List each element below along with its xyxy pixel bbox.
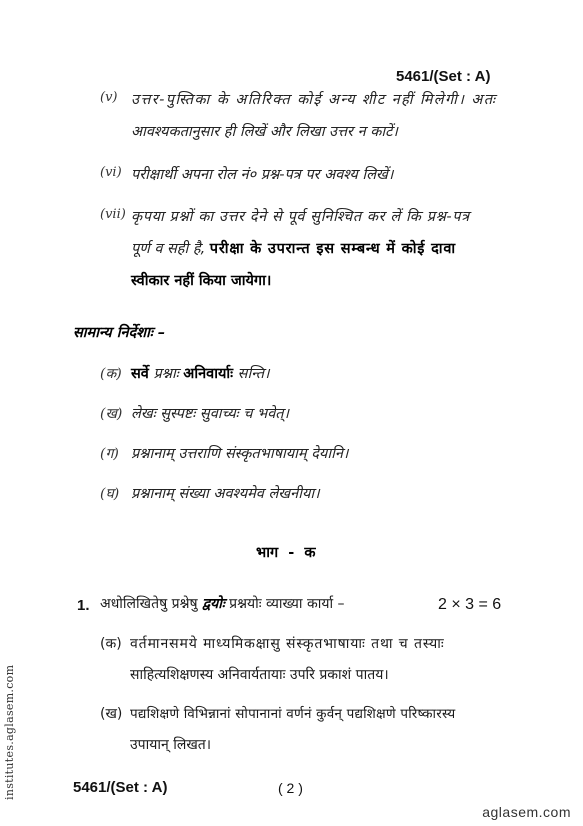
general-item-ka-bold2: अनिवार्याः: [183, 366, 234, 382]
general-item-ka-text: [131, 363, 269, 383]
instruction-number-vii: (vii): [100, 207, 126, 222]
question-1-part-kha-number: (ख): [100, 706, 123, 722]
general-item-ka-number: (क): [100, 366, 122, 382]
instruction-vi-line1: परीक्षार्थी अपना रोल नं० प्रश्न-पत्र पर अवश्य लिखें।: [131, 167, 394, 183]
instruction-vii-line2: [131, 238, 456, 258]
general-item-gha-text: प्रश्नानाम् संख्या अवश्यमेव लेखनीया।: [131, 486, 320, 502]
question-1-part-kha-line2: उपायान् लिखत।: [130, 737, 212, 753]
general-item-kha-text: लेखः सुस्पष्टः सुवाच्यः च भवेत्।: [131, 406, 290, 422]
instruction-vii-line2-bold: परीक्षा के उपरान्त इस सम्बन्ध में कोई दावा: [209, 241, 456, 257]
brand-watermark: aglasem.com: [482, 804, 571, 820]
question-1-part-ka-line2: साहित्यशिक्षणस्य अनिवार्यतायाः उपरि प्रकाशं पातय।: [130, 667, 389, 683]
instruction-vii-line3: स्वीकार नहीं किया जायेगा।: [131, 273, 272, 289]
question-1-number: 1.: [77, 597, 90, 614]
question-1-part-kha-line1: पद्यशिक्षणे विभिन्नानां सोपानानां वर्णनं कुर्वन् पद्यशिक्षणे परिष्कारस्य: [130, 706, 456, 722]
general-item-ga-number: (ग): [100, 446, 119, 462]
paper-code-footer: 5461/(Set : A): [73, 779, 168, 796]
general-item-ka-post: सन्ति।: [233, 366, 270, 382]
instruction-v-line1: उत्तर-पुस्तिका के अतिरिक्त कोई अन्य शीट नहीं मिलेगी। अतः: [131, 92, 497, 108]
question-1-part-ka-line1: वर्तमानसमये माध्यमिकक्षासु संस्कृतभाषायाः तथा च तस्याः: [130, 636, 445, 652]
instruction-v-line2: आवश्यकतानुसार ही लिखें और लिखा उत्तर न काटें।: [131, 124, 398, 140]
side-watermark-text: institutes.aglasem.com: [3, 664, 16, 800]
general-item-ka-mid: प्रश्नाः: [148, 366, 184, 382]
question-1-text-end: प्रश्नयोः व्याख्या कार्या –: [224, 596, 345, 612]
instruction-number-vi: (vi): [100, 165, 122, 180]
page-number: ( 2 ): [278, 780, 303, 796]
question-1-text-start: अधोलिखितेषु प्रश्नेषु: [100, 596, 203, 612]
instruction-vii-line2-start: पूर्ण व सही है,: [131, 241, 210, 257]
general-item-gha-number: (घ): [100, 486, 120, 502]
general-item-kha-number: (ख): [100, 406, 123, 422]
question-1-part-ka-number: (क): [100, 636, 122, 652]
instruction-vii-line1: कृपया प्रश्नों का उत्तर देने से पूर्व सुनिश्चित कर लें कि प्रश्न-पत्र: [131, 209, 470, 225]
paper-code-header: 5461/(Set : A): [396, 68, 491, 85]
general-item-ga-text: प्रश्नानाम् उत्तराणि संस्कृतभाषायाम् देयानि।: [131, 446, 349, 462]
general-item-ka-bold1: सर्वे: [131, 366, 149, 382]
section-title: भाग - क: [256, 545, 316, 561]
question-1-text-bold: द्वयोः: [202, 596, 225, 612]
question-1-text: [100, 594, 345, 613]
general-instructions-title: सामान्य निर्देशाः –: [73, 325, 166, 341]
instruction-number-v: (v): [100, 90, 118, 105]
question-1-marks: 2 × 3 = 6: [438, 596, 502, 613]
